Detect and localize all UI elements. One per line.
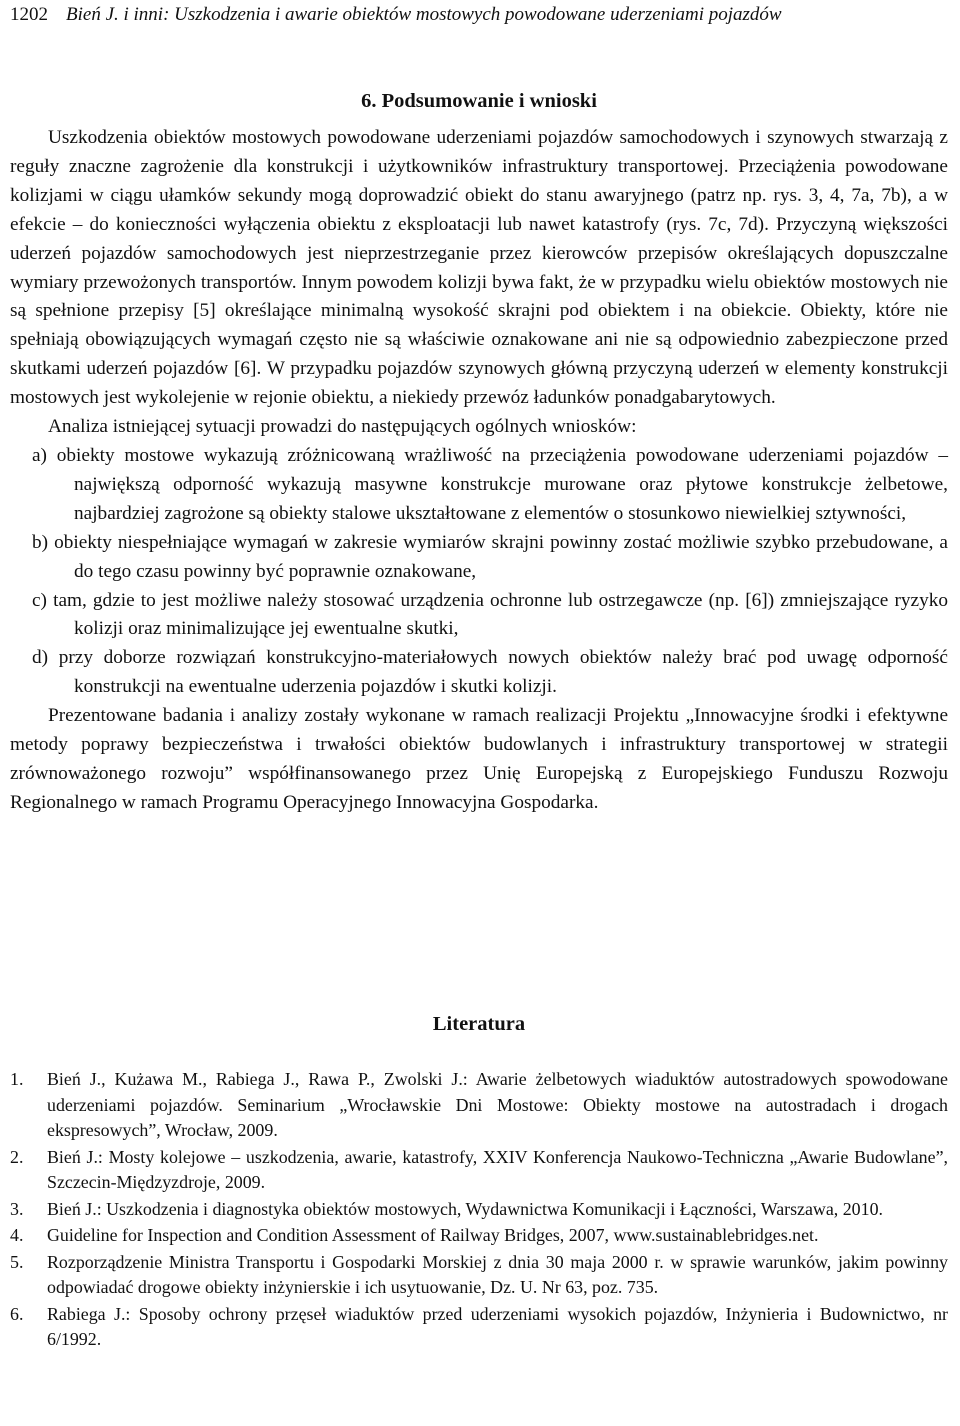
list-item: a) obiekty mostowe wykazują zróżnicowaną wrażliwość na przeciążenia powodowane uderzeniami pojazdów – największą odporność wykazują masywne konstrukcje murowane oraz płytowe konstrukcje żelbetowe, najbardziej zagrożone są obiekty stalowe ukształtowane z elementów o stosunkowo niewielkiej sztywności, — [32, 444, 948, 524]
reference-item — [10, 1145, 948, 1196]
reference-list — [10, 1067, 948, 1354]
reference-item — [10, 1250, 948, 1301]
page-number: 1202 — [10, 4, 48, 25]
list-item: c) tam, gdzie to jest możliwe należy stosować urządzenia ochronne lub ostrzegawcze (np. [6]) zmniejszające ryzyko kolizji oraz minimalizujące jej ewentualne skutki, — [32, 589, 948, 640]
reference-number: 5. — [10, 1251, 24, 1272]
reference-text: Rozporządzenie Ministra Transportu i Gospodarki Morskiej z dnia 30 maja 2000 r. w sprawie warunków, jakim powinny odpowiadać drogowe obiekty inżynierskie i ich usytuowanie, Dz. U. Nr 63, poz. 735. — [47, 1251, 948, 1297]
reference-text: Bień J.: Uszkodzenia i diagnostyka obiektów mostowych, Wydawnictwa Komunikacji i Łączności, Warszawa, 2010. — [47, 1198, 883, 1219]
literature-title: Literatura — [432, 1013, 526, 1035]
running-title: Bień J. i inni: Uszkodzenia i awarie obiektów mostowych powodowane uderzeniami pojazdów — [66, 4, 782, 25]
reference-text: Bień J., Kużawa M., Rabiega J., Rawa P., Zwolski J.: Awarie żelbetowych wiaduktów autostradowych spowodowane uderzeniami pojazdów. Seminarium „Wrocławskie Dni Mostowe: Obiekty mostowe na autostradach i drogach ekspresowych”, Wrocław, 2009. — [47, 1069, 948, 1140]
reference-number: 3. — [10, 1198, 24, 1219]
paragraph: Prezentowane badania i analizy zostały wykonane w ramach realizacji Projektu „Innowacyjne środki i efektywne metody poprawy bezpieczeństwa i trwałości obiektów budowlanych i infrastruktury transportowej w strategii zrównoważonego rozwoju” współfinansowanego przez Unię Europejską z Europejskiego Funduszu Rozwoju Regionalnego w ramach Programu Operacyjnego Innowacyjna Gospodarka. — [10, 705, 948, 813]
running-header — [10, 3, 948, 27]
reference-item — [10, 1067, 948, 1144]
paragraph: Uszkodzenia obiektów mostowych powodowane uderzeniami pojazdów samochodowych i szynowych stwarzają z reguły znaczne zagrożenie dla konstrukcji i użytkowników infrastruktury transportowej. Przeciążenia powodowane kolizjami w ciągu ułamków sekundy mogą doprowadzić obiekt do stanu awaryjnego (patrz np. rys. 3, 4, 7a, 7b), a w efekcie – do konieczności wyłączenia obiektu z eksploatacji lub nawet katastrofy (rys. 7c, 7d). Przyczyną większości uderzeń pojazdów samochodowych jest nieprzestrzeganie przez kierowców przepisów określających dopuszczalne wymiary przewożonych transportów. Innym powodem kolizji bywa fakt, że w przypadku wielu obiektów mostowych nie są spełnione przepisy [5] określające minimalną wysokość skrajni pod obiektem i na obiekcie. Obiekty, które nie spełniają obowiązujących wymagań często nie są właściwie oznakowane ani nie są odpowiednio zabezpieczone przed skutkami uderzeń pojazdów [6]. W przypadku pojazdów szynowych główną przyczyną uderzeń w elementy konstrukcji mostowych jest wykolejenie w rejonie obiektu, a niekiedy przewóz ładunków ponadgabarytowych. — [10, 127, 948, 409]
reference-number: 4. — [10, 1225, 24, 1245]
paragraph: Analiza istniejącej sytuacji prowadzi do następujących ogólnych wniosków: — [48, 416, 637, 438]
reference-number: 1. — [10, 1069, 24, 1089]
reference-item — [10, 1197, 948, 1223]
reference-item — [10, 1302, 948, 1353]
list-item: d) przy doborze rozwiązań konstrukcyjno-materiałowych nowych obiektów należy brać pod uwagę odporność konstrukcji na ewentualne uderzenia pojazdów i skutki kolizji. — [32, 647, 948, 698]
reference-text: Rabiega J.: Sposoby ochrony przęseł wiaduktów przed uderzeniami wysokich pojazdów, Inżynieria i Budownictwo, nr 6/1992. — [47, 1303, 948, 1349]
list-item: b) obiekty niespełniające wymagań w zakresie wymiarów skrajni powinny zostać możliwie szybko przebudowane, a do tego czasu powinny być poprawnie oznakowane, — [32, 531, 948, 582]
reference-number: 6. — [10, 1303, 24, 1324]
reference-item — [10, 1223, 948, 1249]
reference-number: 2. — [10, 1146, 24, 1167]
reference-text: Guideline for Inspection and Condition Assessment of Railway Bridges, 2007, www.sustainablebridges.net. — [47, 1225, 819, 1245]
section-title: 6. Podsumowanie i wnioski — [361, 90, 597, 112]
section-body — [10, 124, 948, 818]
reference-text: Bień J.: Mosty kolejowe – uszkodzenia, awarie, katastrofy, XXIV Konferencja Naukowo-Techniczna „Awarie Budowlane”, Szczecin-Międzyzdroje, 2009. — [47, 1146, 948, 1192]
